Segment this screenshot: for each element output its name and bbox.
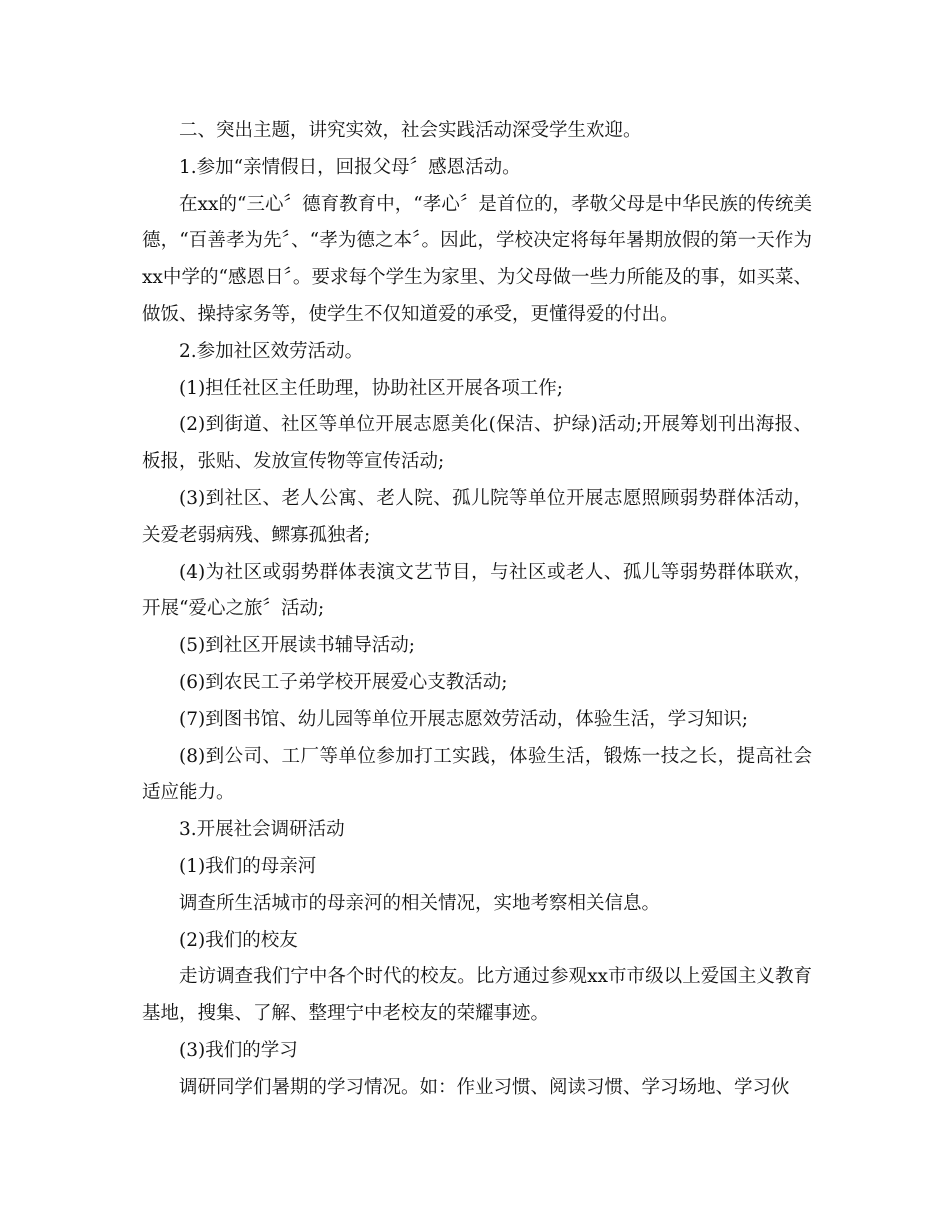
list-item: (7)到图书馆、幼儿园等单位开展志愿效劳活动，体验生活，学习知识;: [179, 708, 748, 730]
sub-item-heading: (3)我们的学习: [179, 1039, 298, 1061]
item-heading: 2.参加社区效劳活动。: [179, 340, 364, 362]
body-paragraph: 调研同学们暑期的学习情况。如：作业习惯、阅读习惯、学习场地、学习伙: [179, 1076, 790, 1098]
sub-item-heading: (2)我们的校友: [179, 929, 298, 951]
list-item: (3)到社区、老人公寓、老人院、孤儿院等单位开展志愿照顾弱势群体活动，关爱老弱病残、鳏寡孤独者;: [142, 487, 812, 546]
list-item: (2)到街道、社区等单位开展志愿美化(保洁、护绿)活动;开展筹划刊出海报、板报，张贴、发放宣传物等宣传活动;: [142, 414, 812, 473]
item-heading: 1.参加“亲情假日，回报父母〞感恩活动。: [179, 156, 521, 178]
list-item: (4)为社区或弱势群体表演文艺节目，与社区或老人、孤儿等弱势群体联欢，开展“爱心之旅〞活动;: [142, 561, 812, 620]
sub-item-heading: (1)我们的母亲河: [179, 855, 317, 877]
list-item: (5)到社区开展读书辅导活动;: [179, 635, 415, 657]
body-paragraph: 调查所生活城市的母亲河的相关情况，实地考察相关信息。: [179, 892, 661, 914]
section-heading: 二、突出主题，讲究实效，社会实践活动深受学生欢迎。: [179, 120, 642, 141]
body-paragraph: 走访调查我们宁中各个时代的校友。比方通过参观xx市市级以上爱国主义教育基地，搜集、了解、整理宁中老校友的荣耀事迹。: [142, 966, 812, 1025]
item-heading: 3.开展社会调研活动: [179, 819, 345, 841]
document-body: [142, 113, 812, 1107]
list-item: (8)到公司、工厂等单位参加打工实践，体验生活，锻炼一技之长，提高社会适应能力。: [142, 745, 812, 804]
list-item: (6)到农民工子弟学校开展爱心支教活动;: [179, 671, 508, 693]
list-item: (1)担任社区主任助理，协助社区开展各项工作;: [179, 377, 563, 399]
body-paragraph: 在xx的“三心〞德育教育中，“孝心〞是首位的，孝敬父母是中华民族的传统美德，“百善孝为先〞、“孝为德之本〞。因此，学校决定将每年暑期放假的第一天作为xx中学的“感恩日〞。要求每个学生为家里、为父母做一些力所能及的事，如买菜、做饭、操持家务等，使学生不仅知道爱的承受，更懂得爱的付出。: [142, 193, 812, 325]
